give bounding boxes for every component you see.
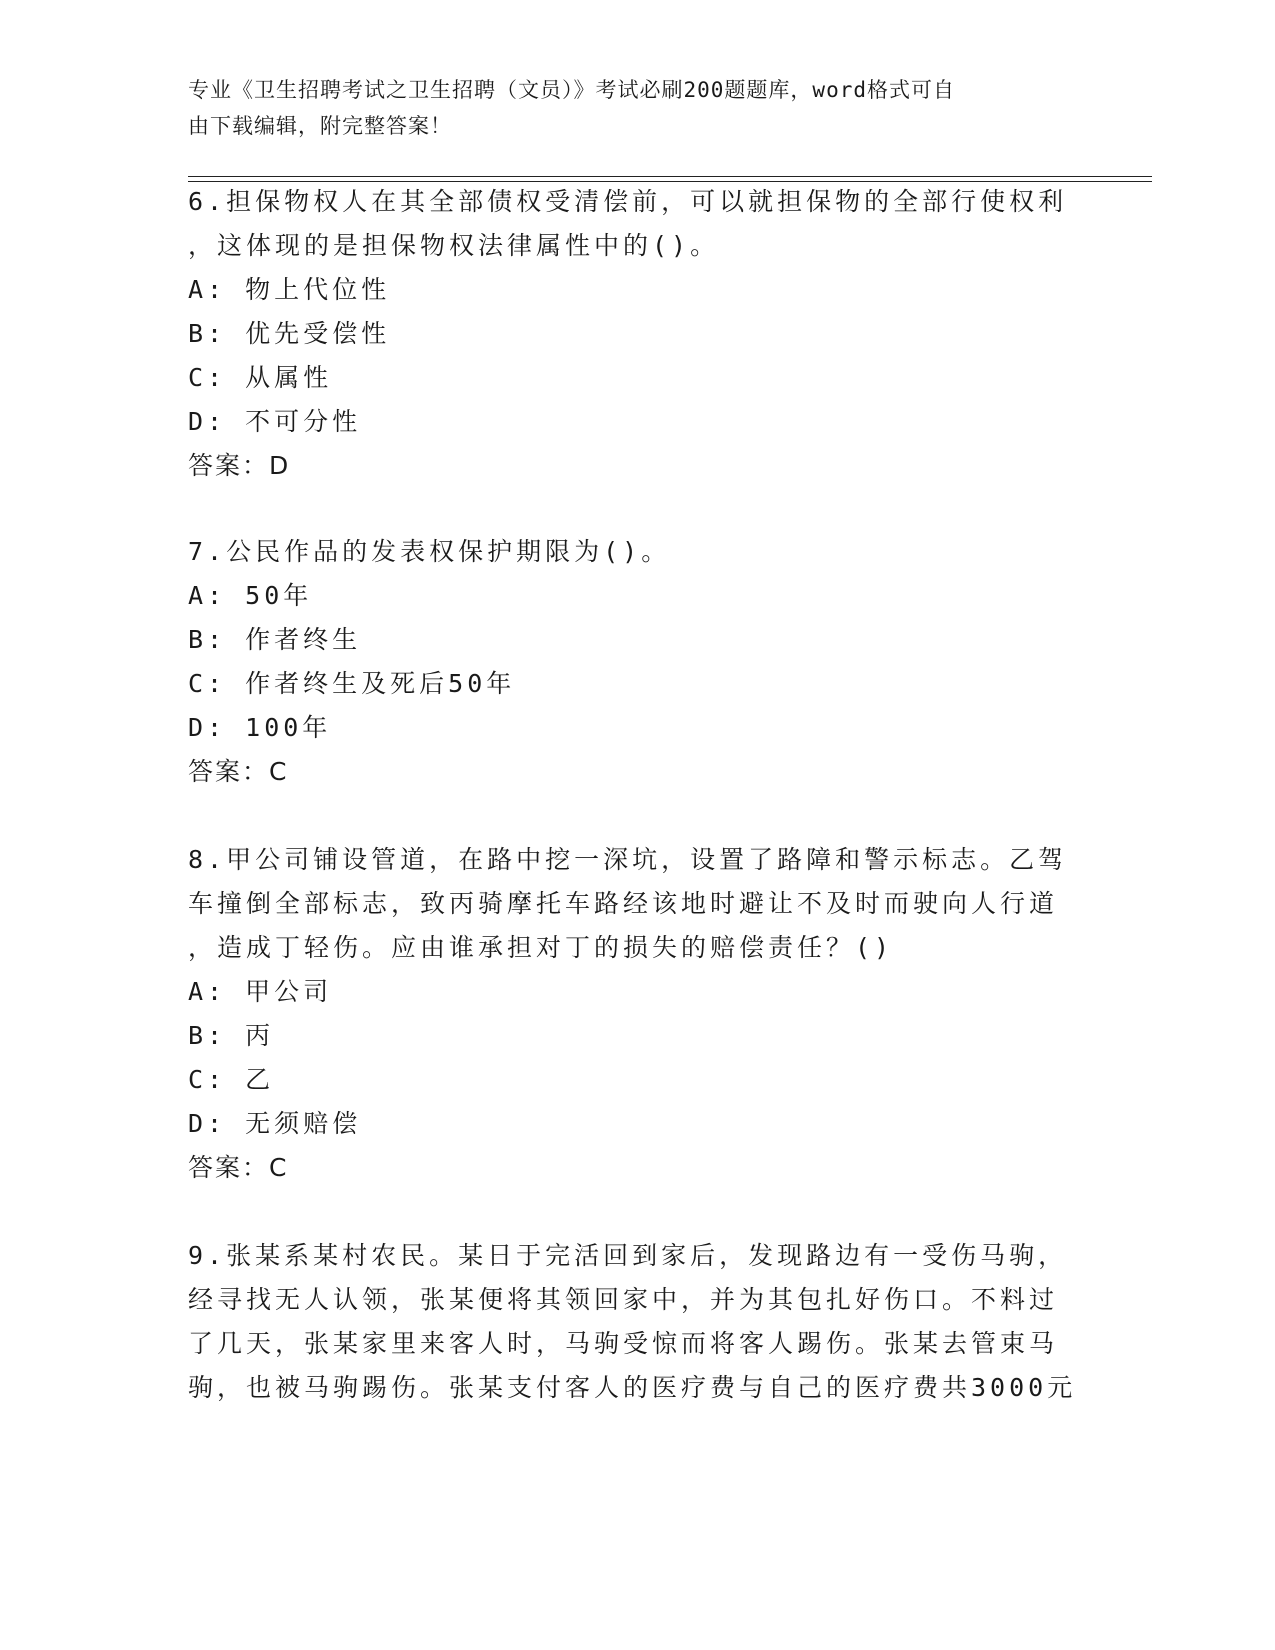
question-9-stem-line-2: 经寻找无人认领，张某便将其领回家中，并为其包扎好伤口。不料过 [188, 1285, 1059, 1314]
header-rule-top [188, 176, 1152, 177]
question-8-option-d: D: 无须赔偿 [188, 1109, 362, 1138]
header-line-1: 专业《卫生招聘考试之卫生招聘（文员）》考试必刷200题题库，word格式可自 [188, 78, 955, 102]
question-7-option-b: B: 作者终生 [188, 625, 362, 654]
question-6-option-a: A: 物上代位性 [188, 275, 391, 304]
question-8-stem-line-3: ，造成丁轻伤。应由谁承担对丁的损失的赔偿责任？() [188, 933, 894, 962]
question-7-option-c: C: 作者终生及死后50年 [188, 669, 516, 698]
question-7-option-d: D: 100年 [188, 713, 332, 742]
header-rule-bottom [188, 181, 1152, 182]
question-7-stem-line-1: 7.公民作品的发表权保护期限为()。 [188, 537, 671, 566]
question-8-option-a: A: 甲公司 [188, 977, 333, 1006]
question-6-option-d: D: 不可分性 [188, 407, 362, 436]
question-6-option-c: C: 从属性 [188, 363, 333, 392]
question-7-answer: 答案：C [188, 757, 289, 786]
document-header [188, 72, 1068, 144]
question-9-stem-line-4: 驹，也被马驹踢伤。张某支付客人的医疗费与自己的医疗费共3000元 [188, 1373, 1077, 1402]
question-8-stem-line-2: 车撞倒全部标志，致丙骑摩托车路经该地时避让不及时而驶向人行道 [188, 889, 1059, 918]
question-8-option-b: B: 丙 [188, 1021, 275, 1050]
question-6-stem-line-2: ，这体现的是担保物权法律属性中的()。 [188, 231, 720, 260]
question-8-option-c: C: 乙 [188, 1065, 275, 1094]
question-6-stem-line-1: 6.担保物权人在其全部债权受清偿前，可以就担保物的全部行使权利 [188, 187, 1068, 216]
question-6-option-b: B: 优先受偿性 [188, 319, 391, 348]
question-9-stem-line-1: 9.张某系某村农民。某日于完活回到家后，发现路边有一受伤马驹， [188, 1241, 1068, 1270]
question-8-answer: 答案：C [188, 1153, 289, 1182]
header-line-2: 由下载编辑，附完整答案！ [188, 114, 452, 138]
question-7-option-a: A: 50年 [188, 581, 313, 610]
question-8-stem-line-1: 8.甲公司铺设管道，在路中挖一深坑，设置了路障和警示标志。乙驾 [188, 845, 1068, 874]
question-9-stem-line-3: 了几天，张某家里来客人时，马驹受惊而将客人踢伤。张某去管束马 [188, 1329, 1059, 1358]
question-6-answer: 答案：D [188, 451, 291, 480]
